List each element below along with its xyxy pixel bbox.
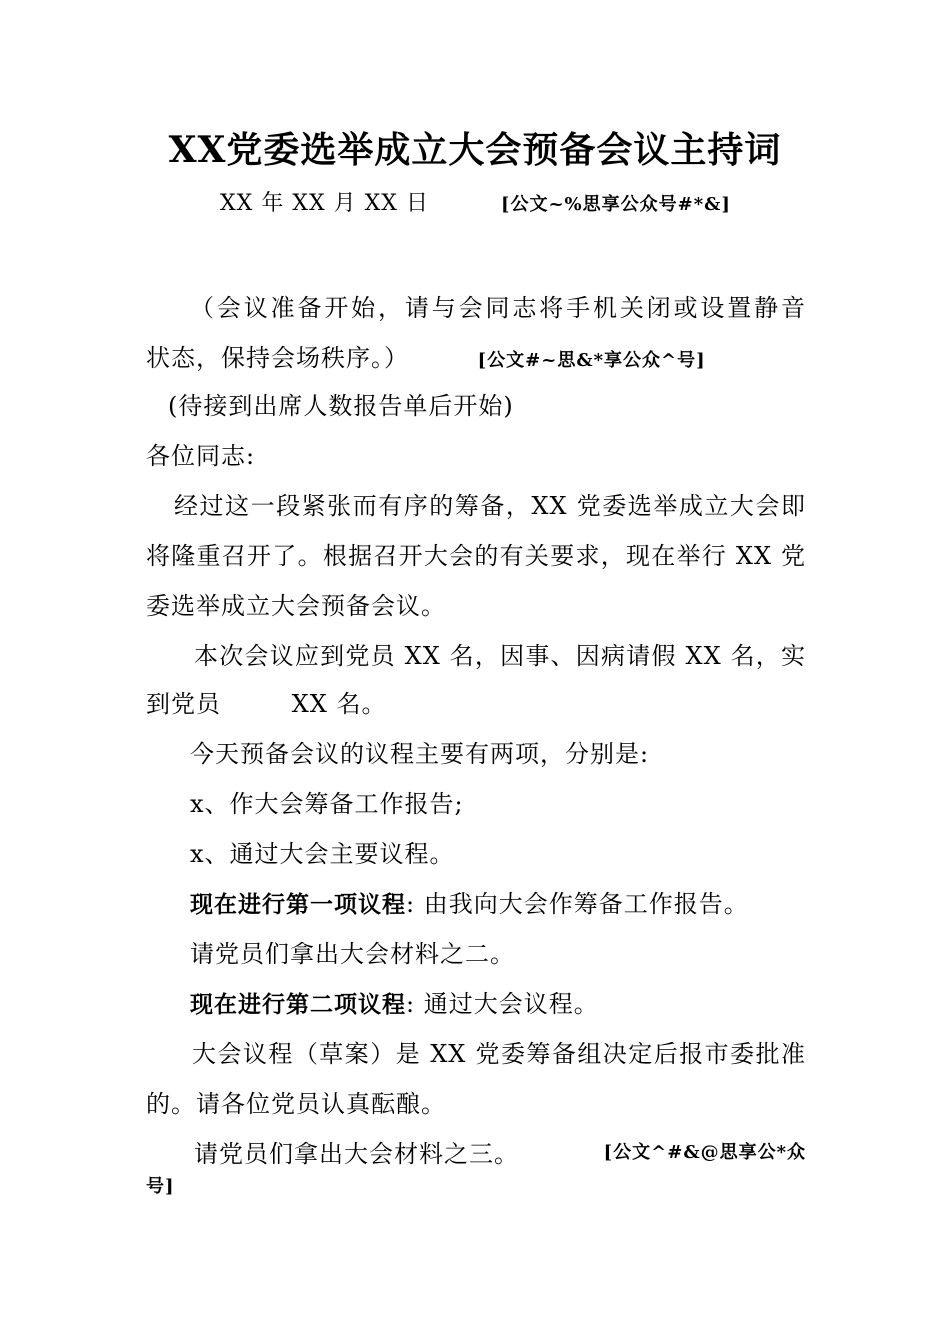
agenda-2-label: 现在进行第二项议程 xyxy=(190,992,406,1018)
paragraph-3-line-3: 委选举成立大会预备会议。 xyxy=(146,592,446,620)
paragraph-1-line-1: （会议准备开始，请与会同志将手机关闭或设置静音 xyxy=(190,294,806,322)
agenda-1-text: : 由我向大会作筹备工作报告。 xyxy=(406,890,749,918)
agenda-1-label: 现在进行第一项议程 xyxy=(190,892,406,918)
paragraph-4-line-1: 本次会议应到党员 XX 名，因事、因病请假 XX 名，实 xyxy=(194,642,806,670)
agenda-2-text: : 通过大会议程。 xyxy=(406,990,599,1018)
agenda-1-line xyxy=(190,884,850,919)
paragraph-5: 今天预备会议的议程主要有两项，分别是: xyxy=(190,740,650,768)
document-title: XX党委选举成立大会预备会议主持词 xyxy=(168,129,782,171)
paragraph-4-text-b: XX 名。 xyxy=(291,690,387,718)
paragraph-8: 请党员们拿出大会材料之三。 xyxy=(194,1140,519,1168)
paragraph-2: (待接到出席人数报告单后开始) xyxy=(168,392,514,420)
paragraph-8-line xyxy=(194,1134,806,1169)
paragraph-6: 请党员们拿出大会材料之二。 xyxy=(190,940,515,968)
paragraph-7-line-1: 大会议程（草案）是 XX 党委筹备组决定后报市委批准 xyxy=(192,1040,806,1068)
paragraph-4-line-2 xyxy=(146,684,806,719)
paragraph-1-line-2 xyxy=(146,338,806,373)
paragraph-7-line-2: 的。请各位党员认真酝酿。 xyxy=(146,1090,446,1118)
paragraph-3-line-1: 经过这一段紧张而有序的筹备，XX 党委选举成立大会即 xyxy=(174,492,806,520)
watermark-3b: 号] xyxy=(146,1176,175,1197)
watermark-3a: [公文^#&@思享公*众 xyxy=(603,1142,806,1163)
document-date: XX 年 XX 月 XX 日 xyxy=(220,191,429,216)
date-line xyxy=(220,186,820,217)
salutation: 各位同志: xyxy=(146,442,256,470)
watermark-2: [公文#~思&*享公众^号] xyxy=(477,350,706,371)
paragraph-3-line-2: 将隆重召开了。根据召开大会的有关要求，现在举行 XX 党 xyxy=(146,542,806,570)
watermark-1: [公文~%思享公众号#*&] xyxy=(500,194,731,215)
paragraph-1-text: 状态，保持会场秩序。） xyxy=(146,344,409,372)
agenda-item-1: x、作大会筹备工作报告; xyxy=(190,790,464,818)
agenda-item-2: x、通过大会主要议程。 xyxy=(190,840,455,868)
agenda-2-line xyxy=(190,984,850,1019)
paragraph-4-text-a: 到党员 xyxy=(146,690,221,718)
